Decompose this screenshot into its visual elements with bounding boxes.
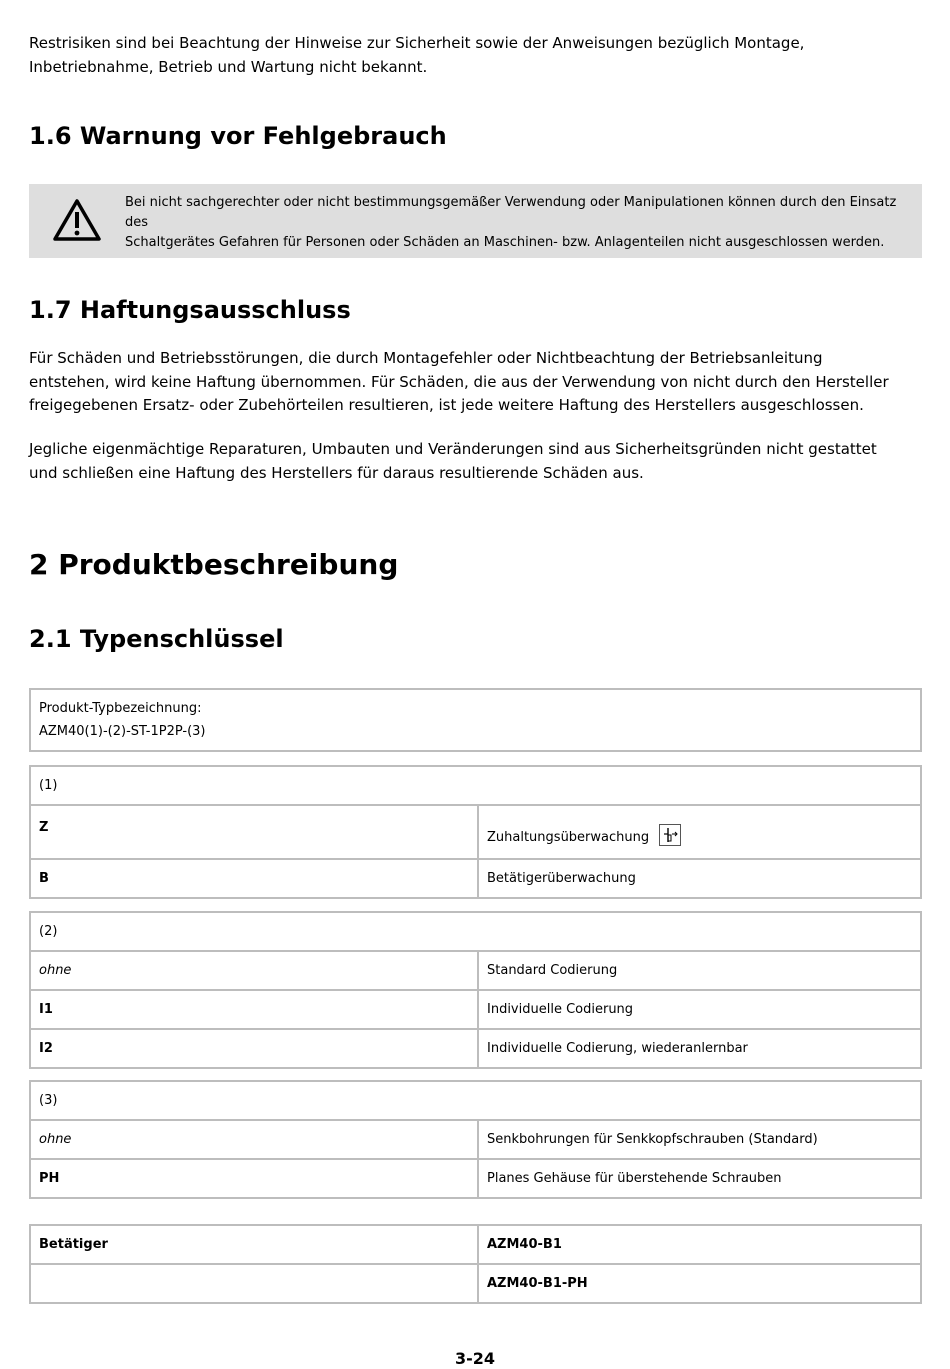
lock-monitoring-icon [659,824,681,846]
table-key: PH [30,1159,478,1198]
actuator-table [29,1224,922,1304]
table-key: ohne [30,951,478,990]
table-header: (3) [30,1081,921,1120]
section-heading-2-1: 2.1 Typenschlüssel [29,625,284,653]
table-value-text: Zuhaltungsüberwachung [487,830,650,845]
table-key: I1 [30,990,478,1029]
product-type-cell [30,689,921,751]
actuator-label: Betätiger [30,1225,478,1264]
text-line: Für Schäden und Betriebsstörungen, die durch Montagefehler oder Nichtbeachtung der Betriebsanleitung [29,349,823,367]
intro-paragraph [29,32,922,79]
table-value: Betätigerüberwachung [478,859,921,898]
table-value: Planes Gehäuse für überstehende Schrauben [478,1159,921,1198]
table-value: Senkbohrungen für Senkkopfschrauben (Standard) [478,1120,921,1159]
liability-paragraph-2 [29,438,922,485]
table-value: Standard Codierung [478,951,921,990]
chapter-heading-2: 2 Produktbeschreibung [29,548,399,581]
actuator-value: AZM40-B1-PH [478,1264,921,1303]
table-key: Z [30,805,478,859]
page-number: 3-24 [454,1349,496,1368]
product-type-label: Produkt-Typbezeichnung: [39,701,202,716]
section-heading-1-7: 1.7 Haftungsausschluss [29,296,351,324]
section-heading-1-6: 1.6 Warnung vor Fehlgebrauch [29,122,447,150]
text-line: freigegebenen Ersatz- oder Zubehörteilen resultieren, ist jede weitere Haftung des Herstellers ausgeschlossen. [29,396,864,414]
warning-line: Schaltgerätes Gefahren für Personen oder Schäden an Maschinen- bzw. Anlagenteilen nicht ausgeschlossen werden. [125,235,885,250]
table-value [478,805,921,859]
table-key: B [30,859,478,898]
type-key-table-3 [29,1080,922,1199]
warning-line: Bei nicht sachgerechter oder nicht bestimmungsgemäßer Verwendung oder Manipulationen können durch den Einsatz des [125,195,897,230]
table-value: Individuelle Codierung [478,990,921,1029]
warning-box [29,184,922,258]
table-header: (2) [30,912,921,951]
warning-text [125,193,915,253]
intro-line: Restrisiken sind bei Beachtung der Hinweise zur Sicherheit sowie der Anweisungen bezüglich Montage, [29,34,805,52]
table-value: Individuelle Codierung, wiederanlernbar [478,1029,921,1068]
liability-paragraph-1 [29,347,922,418]
type-key-table-1 [29,765,922,899]
actuator-value: AZM40-B1 [478,1225,921,1264]
type-key-table-2 [29,911,922,1069]
warning-triangle-icon [53,198,101,242]
intro-line: Inbetriebnahme, Betrieb und Wartung nicht bekannt. [29,57,428,76]
table-header: (1) [30,766,921,805]
text-line: und schließen eine Haftung des Herstellers für daraus resultierende Schäden aus. [29,463,644,482]
table-key: ohne [30,1120,478,1159]
product-type-table [29,688,922,752]
empty-cell [30,1264,478,1303]
text-line: Jegliche eigenmächtige Reparaturen, Umbauten und Veränderungen sind aus Sicherheitsgründen nicht gestattet [29,440,877,458]
text-line: entstehen, wird keine Haftung übernommen. Für Schäden, die aus der Verwendung von nicht durch den Hersteller [29,372,889,391]
product-type-code: AZM40(1)-(2)-ST-1P2P-(3) [39,724,206,739]
table-key: I2 [30,1029,478,1068]
